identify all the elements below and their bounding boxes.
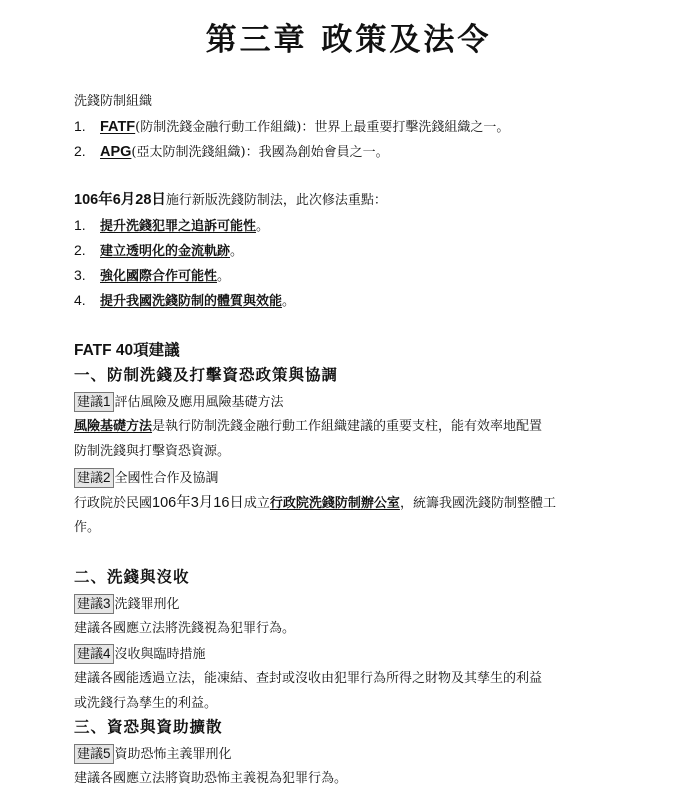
- org-desc: (防制洗錢金融行動工作組織)：世界上最重要打擊洗錢組織之一。: [135, 120, 510, 135]
- amendment-item: [74, 291, 295, 311]
- body-text: 是執行防制洗錢金融行動工作組織建議的重要支柱，能有效率地配置: [152, 419, 543, 434]
- amendment-text: 施行新版洗錢防制法，此次修法重點：: [165, 193, 387, 208]
- tag-label: 建議: [77, 647, 104, 662]
- recommendation-2: [74, 468, 219, 488]
- org-desc: (亞太防制洗錢組織)：我國為創始會員之一。: [131, 145, 389, 160]
- amendment-point: 強化國際合作可能性: [100, 269, 218, 284]
- body-text: 成立: [243, 496, 270, 511]
- recommendation-title: 全國性合作及協調: [114, 471, 219, 486]
- tag-number: 1: [103, 394, 111, 409]
- list-number: 2.: [74, 143, 86, 159]
- key-term: 行政院洗錢防制辦公室: [269, 496, 400, 511]
- punctuation: 。: [256, 219, 270, 234]
- punctuation: 。: [230, 244, 244, 259]
- section-heading: 二、洗錢與沒收: [74, 567, 190, 586]
- list-number: 1.: [74, 118, 86, 134]
- recommendation-title: 資助恐怖主義罪刑化: [114, 747, 232, 762]
- org-name: APG: [100, 144, 132, 160]
- recommendation-body: 作。: [74, 520, 101, 535]
- list-number: 1.: [74, 217, 86, 233]
- org-item-apg: [74, 142, 389, 162]
- list-number: 3.: [74, 267, 86, 283]
- recommendation-tag: [74, 392, 114, 412]
- punctuation: 。: [282, 294, 296, 309]
- body-text: 行政院於民國: [74, 496, 153, 511]
- recommendation-tag: [74, 644, 114, 664]
- recommendation-body: 建議各國應立法將洗錢視為犯罪行為。: [74, 621, 296, 636]
- amendment-item: [74, 241, 243, 261]
- recommendation-body: 建議各國應立法將資助恐怖主義視為犯罪行為。: [74, 771, 348, 786]
- key-term: 風險基礎方法: [74, 419, 153, 434]
- tag-number: 2: [103, 470, 111, 485]
- recommendation-body: [74, 418, 542, 436]
- body-text: ，統籌我國洗錢防制整體工: [399, 496, 556, 511]
- list-number: 2.: [74, 242, 86, 258]
- recommendation-tag: [74, 468, 114, 488]
- recommendation-3: [74, 594, 180, 614]
- amendment-point: 提升我國洗錢防制的體質與效能: [100, 294, 283, 309]
- amendment-intro: [74, 191, 387, 210]
- recommendation-body: [74, 494, 556, 513]
- org-item-fatf: [74, 117, 509, 137]
- list-number: 4.: [74, 292, 86, 308]
- tag-label: 建議: [77, 597, 104, 612]
- amendment-point: 建立透明化的金流軌跡: [100, 244, 231, 259]
- recommendation-1: [74, 392, 284, 412]
- recommendation-title: 洗錢罪刑化: [114, 597, 180, 612]
- recommendation-body: 建議各國能透過立法，能凍結、查封或沒收由犯罪行為所得之財物及其孳生的利益: [74, 671, 543, 686]
- recommendation-body: 防制洗錢與打擊資恐資源。: [74, 444, 231, 459]
- section-heading: 三、資恐與資助擴散: [74, 717, 223, 736]
- body-date: 106年3月16日: [152, 495, 244, 511]
- tag-number: 5: [103, 746, 111, 761]
- amendment-date: 106年6月28日: [74, 192, 166, 208]
- tag-label: 建議: [77, 395, 104, 410]
- recommendation-title: 沒收與臨時措施: [114, 647, 206, 662]
- org-name: FATF: [100, 119, 136, 135]
- section-heading: 一、防制洗錢及打擊資恐政策與協調: [74, 365, 339, 384]
- recommendation-body: 或洗錢行為孳生的利益。: [74, 696, 218, 711]
- org-heading: 洗錢防制組織: [74, 94, 153, 109]
- tag-label: 建議: [77, 471, 104, 486]
- tag-number: 3: [103, 596, 111, 611]
- recommendation-tag: [74, 594, 114, 614]
- amendment-point: 提升洗錢犯罪之追訴可能性: [100, 219, 257, 234]
- tag-label: 建議: [77, 747, 104, 762]
- recommendation-tag: [74, 744, 114, 764]
- amendment-item: [74, 266, 230, 286]
- recommendation-title: 評估風險及應用風險基礎方法: [114, 395, 284, 410]
- recommendation-4: [74, 644, 206, 664]
- tag-number: 4: [103, 646, 111, 661]
- recommendation-5: [74, 744, 232, 764]
- chapter-title: 第三章 政策及法令: [205, 22, 492, 58]
- punctuation: 。: [217, 269, 231, 284]
- fatf40-heading: FATF 40項建議: [74, 342, 180, 359]
- amendment-item: [74, 216, 269, 236]
